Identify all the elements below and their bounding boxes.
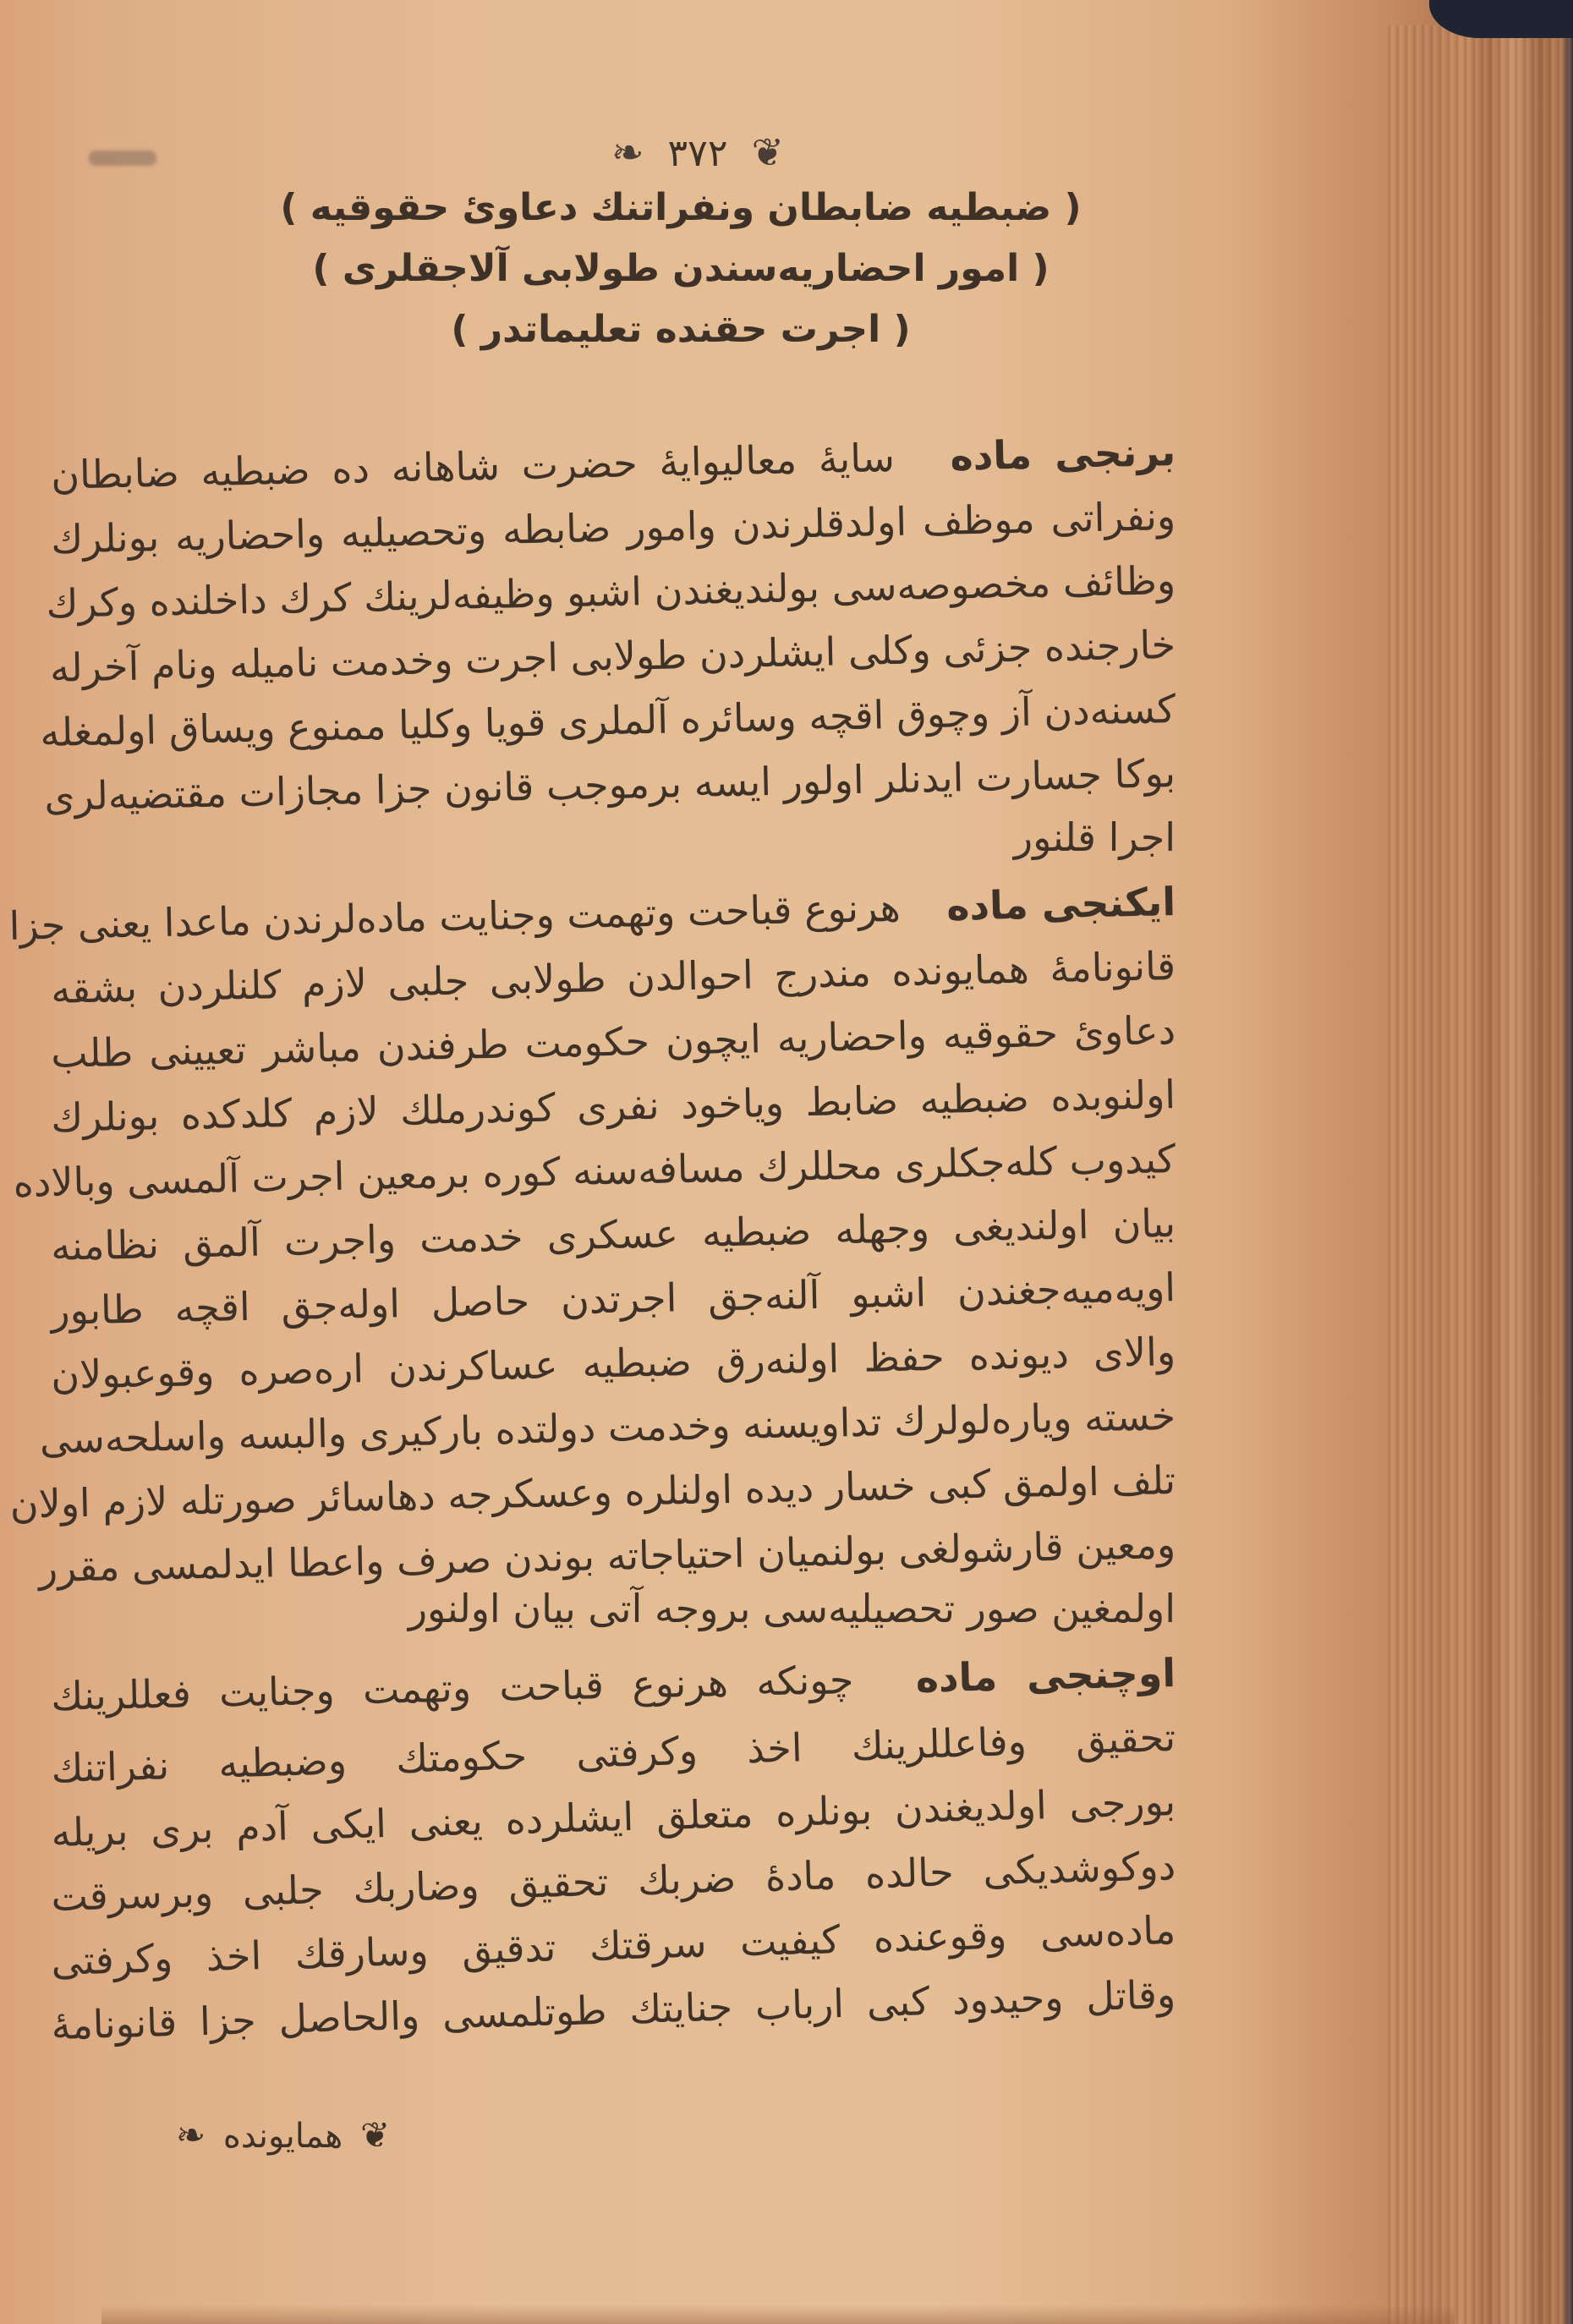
article-2-label: ایكنجی ماده <box>945 879 1176 929</box>
article-text: سایهٔ معالیوایهٔ حضرت شاهانه ده ضبطیه ضابطان <box>50 434 896 498</box>
article-line: خسته ویاره‌لولرك تداویسنه وخدمت دولتده باركیری والبسه واسلحه‌سی <box>39 1393 1176 1463</box>
article-line: دعاویٔ حقوقیه واحضاریه ایچون حكومت طرفندن مباشر تعیینی طلب <box>50 1007 1176 1077</box>
article-3 <box>50 1641 1176 2049</box>
article-line: تحقیق وفاعللرینك اخذ وكرفتی حكومتك وضبطیه نفراتنك <box>50 1714 1176 1792</box>
article-line: وظائف مخصوصه‌سی بولندیغندن اشبو وظیفه‌لرینك كرك داخلنده وكرك <box>45 557 1176 627</box>
page-text-block <box>8 127 1176 2049</box>
section-subtitle-2: ( اجرت حقنده تعلیماتدر ) <box>451 308 911 351</box>
article-line: كیدوب كله‌جكلری محللرك مسافه‌سنه كوره برمعین اجرت آلمسی وبالاده <box>13 1136 1176 1206</box>
article-line: دوكوشدیكی حالده مادهٔ ضربك تحقیق وضاربك جلبی وبرسرقت <box>50 1843 1176 1921</box>
article-line: اویه‌میه‌جغندن اشبو آلنه‌جق اجرتدن حاصل اوله‌جق اقچه طابور <box>50 1264 1176 1334</box>
floral-ornament-icon: ❦ <box>751 129 784 175</box>
article-line: خارجنده جزئی وكلی ایشلردن طولابی اجرت وخدمت نامیله ونام آخرله <box>49 622 1176 691</box>
article-line: ماده‌سی وقوعنده كیفیت سرقتك تدقیق وسارقك اخذ وكرفتی <box>50 1907 1176 1985</box>
catchword: همایونده <box>222 2117 343 2156</box>
section-subtitle: ( امور احضاریه‌سندن طولابی آلاجقلری ) <box>312 247 1050 290</box>
article-line: بیان اولندیغی وجهله ضبطیه عسكری خدمت واجرت آلمق نظامنه <box>50 1200 1176 1269</box>
article-3-label: اوچنجی ماده <box>915 1650 1176 1702</box>
catchword-footer <box>169 2114 397 2156</box>
article-1-label: برنجی ماده <box>949 429 1176 480</box>
page-bottom-edge-shadow <box>101 2305 1455 2324</box>
floral-ornament-icon: ❦ <box>359 2114 391 2156</box>
floral-ornament-icon: ❧ <box>176 2114 206 2156</box>
article-2 <box>8 869 1176 1641</box>
article-line: بورجی اولدیغندن بونلره متعلق ایشلرده یعنی ایكی آدم بری بریله <box>50 1779 1176 1856</box>
article-line: كسنه‌دن آز وچوق اقچه وسائره آلملری قویا وكلیا ممنوع ویساق اولمغله <box>39 686 1176 756</box>
article-line: اولمغین صور تحصیلیه‌سی بروجه آتی بیان اولنور <box>408 1586 1176 1631</box>
article-line: والای دیونده حفظ اولنه‌رق ضبطیه عساكرندن اره‌صره وقوعبولان <box>50 1329 1176 1398</box>
article-line: ونفراتی موظف اولدقلرندن وامور ضابطه وتحصیلیه واحضاریه بونلرك <box>50 493 1176 562</box>
article-text: چونكه هرنوع قباحت وتهمت وجنایت فعللرینك <box>50 1656 854 1719</box>
article-line: قانونامهٔ همایونده مندرج احوالدن طولابی جلبی لازم كلنلردن بشقه <box>50 943 1176 1012</box>
floral-ornament-icon: ❧ <box>611 129 644 175</box>
article-line: بوكا جسارت ایدنلر اولور ایسه برموجب قانون جزا مجازات مقتضیه‌لری <box>43 750 1176 820</box>
article-text: هرنوع قباحت وتهمت وجنایت ماده‌لرندن ماعدا یعنی جزا <box>8 884 902 949</box>
article-line: ومعین قارشولغی بولنمیان احتیاجاته بوندن صرف واعطا ایدلمسی مقرر <box>38 1521 1176 1592</box>
section-title: ( ضبطیه ضابطان ونفراتنك دعاوئ حقوقیه ) <box>280 186 1082 229</box>
page-number: ٣٧٢ <box>667 132 728 175</box>
article-1 <box>39 419 1176 869</box>
page-number-header <box>220 127 1176 178</box>
article-line: اولنوبده ضبطیه ضابط ویاخود نفری كوندرملك لازم كلدكده بونلرك <box>50 1072 1176 1141</box>
article-line: اجرا قلنور <box>1013 814 1176 860</box>
article-line: تلف اولمق كبی خسار دیده اولنلره وعسكرجه دهاسائر صورتله لازم اولان <box>9 1457 1176 1527</box>
article-line: وقاتل وحیدود كبی ارباب جنایتك طوتلمسی والحاصل جزا قانونامهٔ <box>50 1971 1176 2049</box>
